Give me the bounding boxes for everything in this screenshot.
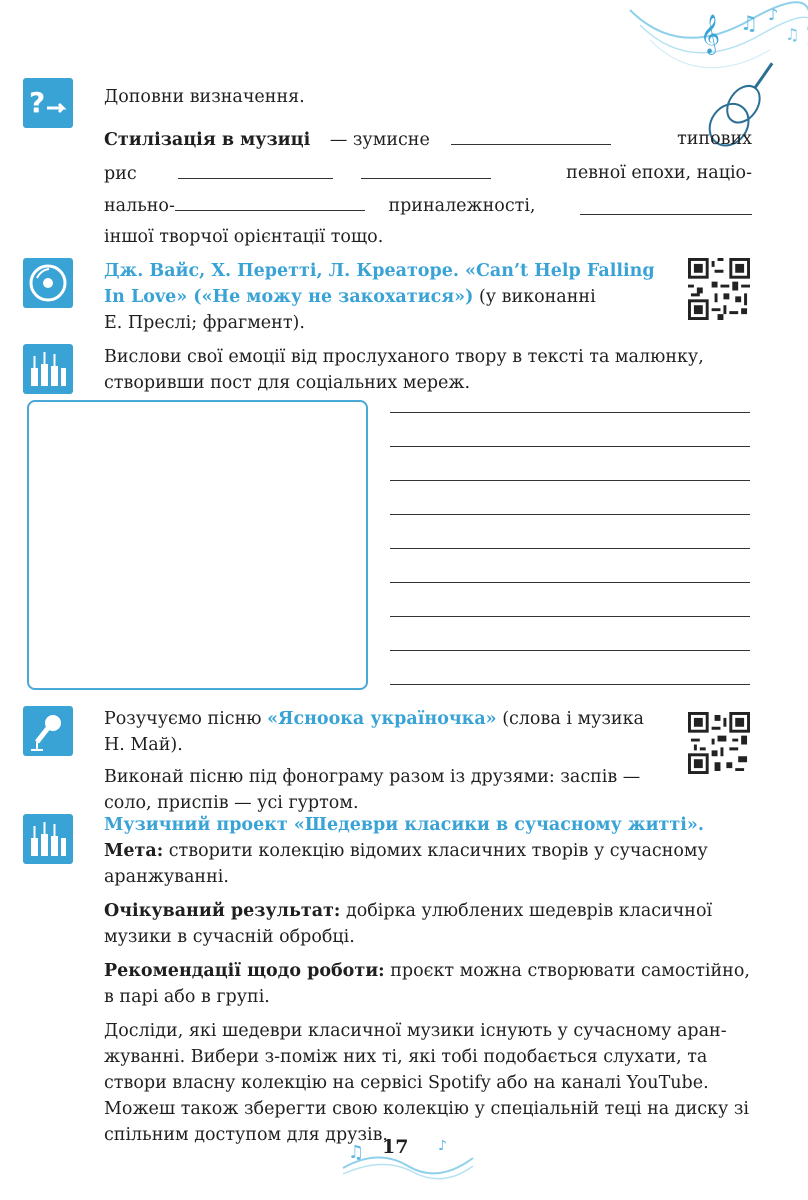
definition-text: нально-	[104, 196, 175, 216]
writing-line[interactable]	[390, 684, 750, 685]
goal-label: Мета:	[104, 841, 164, 861]
task1-instruction: Доповни визначення.	[104, 87, 305, 107]
svg-text:♪: ♪	[438, 1138, 447, 1154]
svg-text:𝄞: 𝄞	[700, 14, 721, 54]
writing-line[interactable]	[390, 582, 750, 583]
project-paragraph: створи власну колекцію на сервісі Spotify або на каналі YouTube.	[104, 1073, 709, 1093]
definition-term: Стилізація в музиці	[104, 130, 311, 150]
writing-line[interactable]	[390, 446, 750, 447]
answer-blank[interactable]	[451, 126, 611, 145]
answer-blank[interactable]	[580, 196, 752, 215]
writing-line[interactable]	[390, 616, 750, 617]
song-title: «Ясноока україночка»	[267, 709, 497, 729]
svg-text:♫: ♫	[740, 11, 758, 35]
project-goal	[104, 838, 754, 864]
writing-line[interactable]	[390, 650, 750, 651]
project-result	[104, 898, 754, 924]
writing-line[interactable]	[390, 412, 750, 413]
answer-blank[interactable]	[178, 160, 333, 179]
definition-text: певної епохи, націо-	[566, 163, 752, 183]
result-text: добірка улюблених шедеврів класичної	[345, 901, 713, 921]
project-recommendations	[104, 958, 754, 984]
svg-text:♪: ♪	[768, 5, 779, 24]
svg-text:?: ?	[29, 86, 46, 119]
microphone-icon	[23, 706, 73, 756]
definition-line-1	[104, 126, 752, 153]
definition-line-4: іншої творчої орієнтації тощо.	[104, 227, 384, 247]
rec-label: Рекомендації щодо роботи:	[104, 961, 385, 981]
project-title: Музичний проект «Шедеври класики в сучасному житті».	[104, 815, 704, 835]
project-paragraph: жуванні. Вибери з-поміж них ті, які тобі подобається слухати, та	[104, 1047, 708, 1067]
question-arrow-icon	[23, 78, 73, 128]
project-paragraph: Можеш також зберегти свою колекцію у спеціальній теці на диску зі	[104, 1099, 749, 1119]
writing-line[interactable]	[390, 480, 750, 481]
svg-text:♫: ♫	[785, 25, 800, 44]
brushes-icon	[23, 344, 73, 394]
piece-title-line2: In Love» («Не можу не закохатися»)	[104, 287, 474, 307]
definition-line-3	[104, 192, 752, 219]
song-text: Розучуємо пісню	[104, 709, 262, 729]
result-text: музики в сучасній обробці.	[104, 927, 355, 947]
definition-text: — зумисне	[329, 130, 430, 150]
qr-code-icon[interactable]	[688, 712, 750, 774]
project-section	[104, 812, 754, 1148]
piece-title-line1: Дж. Вайс, Х. Перетті, Л. Креаторе. «Can’t Help Falling	[104, 261, 655, 281]
drawing-box[interactable]	[27, 400, 368, 690]
definition-text: приналежності,	[388, 196, 536, 216]
listening-piece	[104, 258, 674, 336]
project-paragraph: спільним доступом для друзів.	[104, 1125, 388, 1145]
brushes-icon	[23, 814, 73, 864]
task3-line: Вислови свої емоції від прослуханого твору в тексті та малюнку,	[104, 347, 704, 367]
answer-blank[interactable]	[361, 160, 491, 179]
cd-disc-icon	[23, 258, 73, 308]
task3-instruction	[104, 344, 754, 396]
piece-performer-2: Е. Преслі; фрагмент).	[104, 313, 305, 333]
definition-text: типових	[677, 129, 752, 149]
definition-text: рис	[104, 164, 137, 184]
task3-line: створивши пост для соціальних мереж.	[104, 373, 471, 393]
writing-line[interactable]	[390, 514, 750, 515]
project-paragraph: Досліди, які шедеври класичної музики існують у сучасному аран-	[104, 1021, 727, 1041]
song-text: Виконай пісню під фонограму разом із друзями: заспів —	[104, 767, 641, 787]
page-number: 17	[382, 1136, 409, 1158]
song-text: (слова і музика	[502, 709, 644, 729]
song-section	[104, 706, 674, 816]
song-text: Н. Май).	[104, 735, 183, 755]
song-text: соло, приспів — усі гуртом.	[104, 793, 359, 813]
answer-blank[interactable]	[175, 192, 365, 211]
svg-text:♫: ♫	[348, 1142, 365, 1163]
qr-code-icon[interactable]	[688, 258, 750, 320]
rec-text: проєкт можна створювати самостійно,	[390, 961, 750, 981]
goal-text: аранжуванні.	[104, 867, 229, 887]
piece-performer: (у виконанні	[478, 287, 596, 307]
definition-line-2	[104, 160, 752, 187]
goal-text: створити колекцію відомих класичних творів у сучасному	[168, 841, 708, 861]
writing-line[interactable]	[390, 548, 750, 549]
result-label: Очікуваний результат:	[104, 901, 341, 921]
rec-text: в парі або в групі.	[104, 987, 270, 1007]
